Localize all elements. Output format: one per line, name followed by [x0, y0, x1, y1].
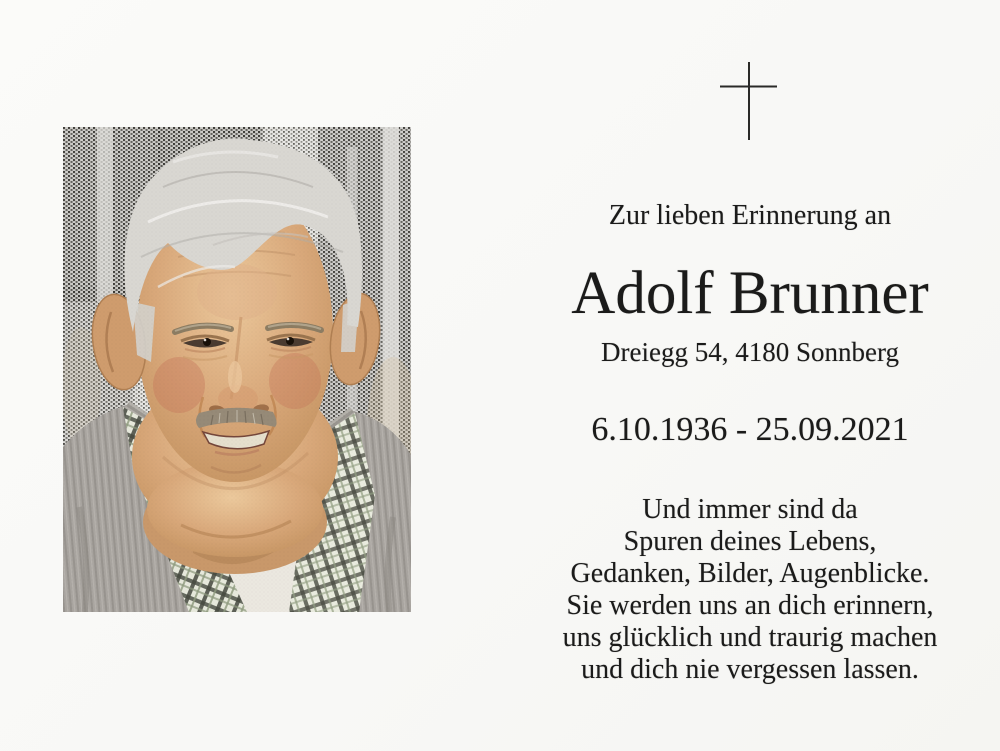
memorial-header: Zur lieben Erinnerung an [608, 200, 892, 231]
address-line: Dreiegg 54, 4180 Sonnberg [601, 337, 899, 367]
verse-line: und dich nie vergessen lassen. [581, 654, 919, 685]
verse-line: Gedanken, Bilder, Augenblicke. [570, 558, 930, 589]
life-dates: 6.10.1936 - 25.09.2021 [591, 411, 909, 448]
verse-line: Spuren deines Lebens, [623, 526, 877, 557]
memorial-verse [502, 494, 998, 686]
portrait-photo [63, 127, 411, 612]
cross-icon [719, 62, 779, 142]
verse-line: Und immer sind da [642, 494, 858, 525]
deceased-name: Adolf Brunner [571, 260, 929, 327]
verse-line: Sie werden uns an dich erinnern, [566, 590, 934, 621]
verse-line: uns glücklich und traurig machen [562, 622, 938, 653]
